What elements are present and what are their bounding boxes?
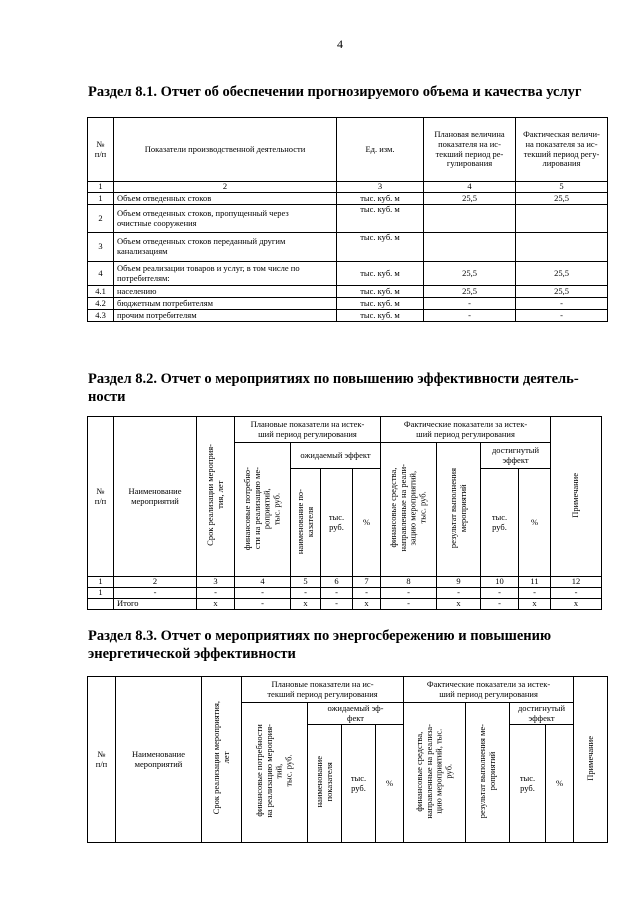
section-8-1-title: Раздел 8.1. Отчет об обеспечении прогнозируемого объема и качества услуг <box>88 84 582 100</box>
s2-header-pct-fact: % <box>519 469 551 577</box>
s1-row-n: 2 <box>88 205 114 233</box>
s2-header-fin-plan: финансовые потребно- сти на реализацию ме- роприятий, тыс. руб. <box>241 466 282 550</box>
s2-plan-group: Плановые показатели на истек- ший период регулирования <box>235 417 381 443</box>
s1-row-fact: 25,5 <box>516 262 608 286</box>
s2-header-term: Срок реализации мероприя- тия, лет <box>204 444 225 547</box>
s2-total-cell: x <box>353 599 381 610</box>
s2-header-pct: % <box>353 469 381 577</box>
table-row <box>88 205 608 233</box>
s1-header-n: № п/п <box>88 118 114 182</box>
s2-expected-effect: ожидаемый эффект <box>291 443 381 469</box>
s2-total-cell: x <box>291 599 321 610</box>
s2-cell: - <box>519 588 551 599</box>
s3-achieved-effect: достигнутый эффект <box>510 703 574 725</box>
table-8-3 <box>87 676 608 843</box>
s1-row-plan <box>424 205 516 233</box>
s2-header-fin-fact: финансовые средства, направленные на реали- зацию мероприятий, тыс. руб. <box>387 464 428 552</box>
s2-fact-group: Фактические показатели за истек- ший период регулирования <box>381 417 551 443</box>
s2-colnum: 12 <box>551 577 602 588</box>
table-row <box>88 298 608 310</box>
s1-row-fact: 25,5 <box>516 286 608 298</box>
s1-row-n: 4.1 <box>88 286 114 298</box>
s3-header-indicator: наименование показателя <box>313 756 334 808</box>
s1-row-name: Объем отведенных стоков переданный другим канализациям <box>114 233 337 262</box>
s3-header-n: № п/п <box>88 677 116 843</box>
table-row <box>88 588 602 599</box>
s2-header-note: Примечание <box>570 472 581 518</box>
s1-row-plan: 25,5 <box>424 193 516 205</box>
s2-total-label: Итого <box>114 599 197 610</box>
s1-row-plan: - <box>424 298 516 310</box>
s2-colnum: 10 <box>481 577 519 588</box>
s1-row-fact: - <box>516 298 608 310</box>
s3-header-name: Наименование мероприятий <box>116 677 202 843</box>
s1-header-plan: Плановая величина показателя на ис- текший период ре- гулирования <box>424 118 516 182</box>
s1-row-name: бюджетным потребителям <box>114 298 337 310</box>
s1-row-name: прочим потребителям <box>114 310 337 322</box>
s3-header-trub: тыс. руб. <box>342 725 376 843</box>
s1-row-fact: - <box>516 310 608 322</box>
s1-row-plan: - <box>424 310 516 322</box>
s2-cell: - <box>481 588 519 599</box>
s1-row-plan: 25,5 <box>424 286 516 298</box>
s2-cell: - <box>321 588 353 599</box>
page-number: 4 <box>337 37 343 51</box>
s3-header-result: результат выполнения ме- роприятий <box>476 723 497 819</box>
s2-colnum: 1 <box>88 577 114 588</box>
s2-achieved-effect: достигнутый эффект <box>481 443 551 469</box>
s2-colnum: 5 <box>291 577 321 588</box>
s2-total-cell: x <box>197 599 235 610</box>
s2-colnum: 7 <box>353 577 381 588</box>
s1-row-fact <box>516 233 608 262</box>
s2-header-n: № п/п <box>88 417 114 577</box>
s2-colnum: 6 <box>321 577 353 588</box>
s3-header-note: Примечание <box>584 735 595 781</box>
s1-row-unit: тыс. куб. м <box>337 233 424 262</box>
s1-row-n: 4.2 <box>88 298 114 310</box>
s1-row-name: Объем реализации товаров и услуг, в том числе по потребителям: <box>114 262 337 286</box>
s2-cell: - <box>437 588 481 599</box>
s2-total-cell: - <box>321 599 353 610</box>
s2-total-cell: x <box>437 599 481 610</box>
s3-header-term: Срок реализации мероприятия, лет <box>210 701 231 815</box>
s2-cell: - <box>291 588 321 599</box>
s2-total-cell: x <box>519 599 551 610</box>
s2-total-cell: x <box>551 599 602 610</box>
s2-total-cell <box>88 599 114 610</box>
table-row <box>88 262 608 286</box>
s2-cell: - <box>381 588 437 599</box>
s2-header-trub: тыс. руб. <box>321 469 353 577</box>
s2-cell: - <box>551 588 602 599</box>
s1-row-unit: тыс. куб. м <box>337 193 424 205</box>
s3-header-pct-fact: % <box>546 725 574 843</box>
s2-cell: - <box>353 588 381 599</box>
s3-plan-group: Плановые показатели на ис- текший период регулирования <box>242 677 404 703</box>
s3-header-trub-fact: тыс. руб. <box>510 725 546 843</box>
s1-row-fact: 25,5 <box>516 193 608 205</box>
s1-row-name: населению <box>114 286 337 298</box>
table-row <box>88 193 608 205</box>
s1-row-plan: 25,5 <box>424 262 516 286</box>
s2-total-cell: - <box>381 599 437 610</box>
s1-row-fact <box>516 205 608 233</box>
s3-fact-group: Фактические показатели за истек- ший период регулирования <box>404 677 574 703</box>
s1-row-unit: тыс. куб. м <box>337 286 424 298</box>
s1-header-indicators: Показатели производственной деятельности <box>114 118 337 182</box>
table-8-2 <box>87 416 602 610</box>
s1-colnum: 5 <box>516 182 608 193</box>
section-8-3-title: Раздел 8.3. Отчет о мероприятиях по энергосбережению и повышению энергетической эффективности <box>88 628 552 663</box>
s2-cell: - <box>197 588 235 599</box>
s1-row-n: 4.3 <box>88 310 114 322</box>
s1-header-unit: Ед. изм. <box>337 118 424 182</box>
s2-cell: - <box>114 588 197 599</box>
table-row-total <box>88 599 602 610</box>
s2-colnum: 2 <box>114 577 197 588</box>
s3-header-pct: % <box>376 725 404 843</box>
s2-colnum: 3 <box>197 577 235 588</box>
s1-row-unit: тыс. куб. м <box>337 298 424 310</box>
s2-header-indicator: наименование по- казателя <box>294 488 315 554</box>
s1-row-n: 3 <box>88 233 114 262</box>
s2-colnum: 9 <box>437 577 481 588</box>
s2-header-result: результат выполнения мероприятий <box>447 468 468 549</box>
s2-cell: - <box>235 588 291 599</box>
s1-colnum: 1 <box>88 182 114 193</box>
section-8-2-title: Раздел 8.2. Отчет о мероприятиях по повышению эффективности деятель- ности <box>88 371 579 406</box>
s2-colnum: 4 <box>235 577 291 588</box>
s1-row-n: 1 <box>88 193 114 205</box>
table-row <box>88 286 608 298</box>
table-8-1 <box>87 117 608 322</box>
s1-row-unit: тыс. куб. м <box>337 205 424 233</box>
s1-colnum: 3 <box>337 182 424 193</box>
s2-colnum: 11 <box>519 577 551 588</box>
s2-header-trub-fact: тыс. руб. <box>481 469 519 577</box>
s1-header-fact: Фактическая величи- на показателя за ис- текший период регу- лирования <box>516 118 608 182</box>
table-row <box>88 233 608 262</box>
s2-header-name: Наименование мероприятий <box>114 417 197 577</box>
s1-row-name: Объем отведенных стоков <box>114 193 337 205</box>
s1-row-plan <box>424 233 516 262</box>
s1-colnum: 4 <box>424 182 516 193</box>
s3-expected-effect: ожидаемый эф- фект <box>308 703 404 725</box>
s1-row-n: 4 <box>88 262 114 286</box>
s3-header-fin-plan: финансовые потребности на реализацию мероприя- тий, тыс. руб. <box>253 724 294 818</box>
s1-row-unit: тыс. куб. м <box>337 310 424 322</box>
s2-colnum: 8 <box>381 577 437 588</box>
s1-colnum: 2 <box>114 182 337 193</box>
s1-row-name: Объем отведенных стоков, пропущенный через очистные сооружения <box>114 205 337 233</box>
s2-cell: 1 <box>88 588 114 599</box>
s2-total-cell: - <box>481 599 519 610</box>
s1-row-unit: тыс. куб. м <box>337 262 424 286</box>
s2-total-cell: - <box>235 599 291 610</box>
table-row <box>88 310 608 322</box>
s3-header-fin-fact: финансовые средства, направленные на реализа- цию мероприятий, тыс. руб. <box>413 723 454 819</box>
